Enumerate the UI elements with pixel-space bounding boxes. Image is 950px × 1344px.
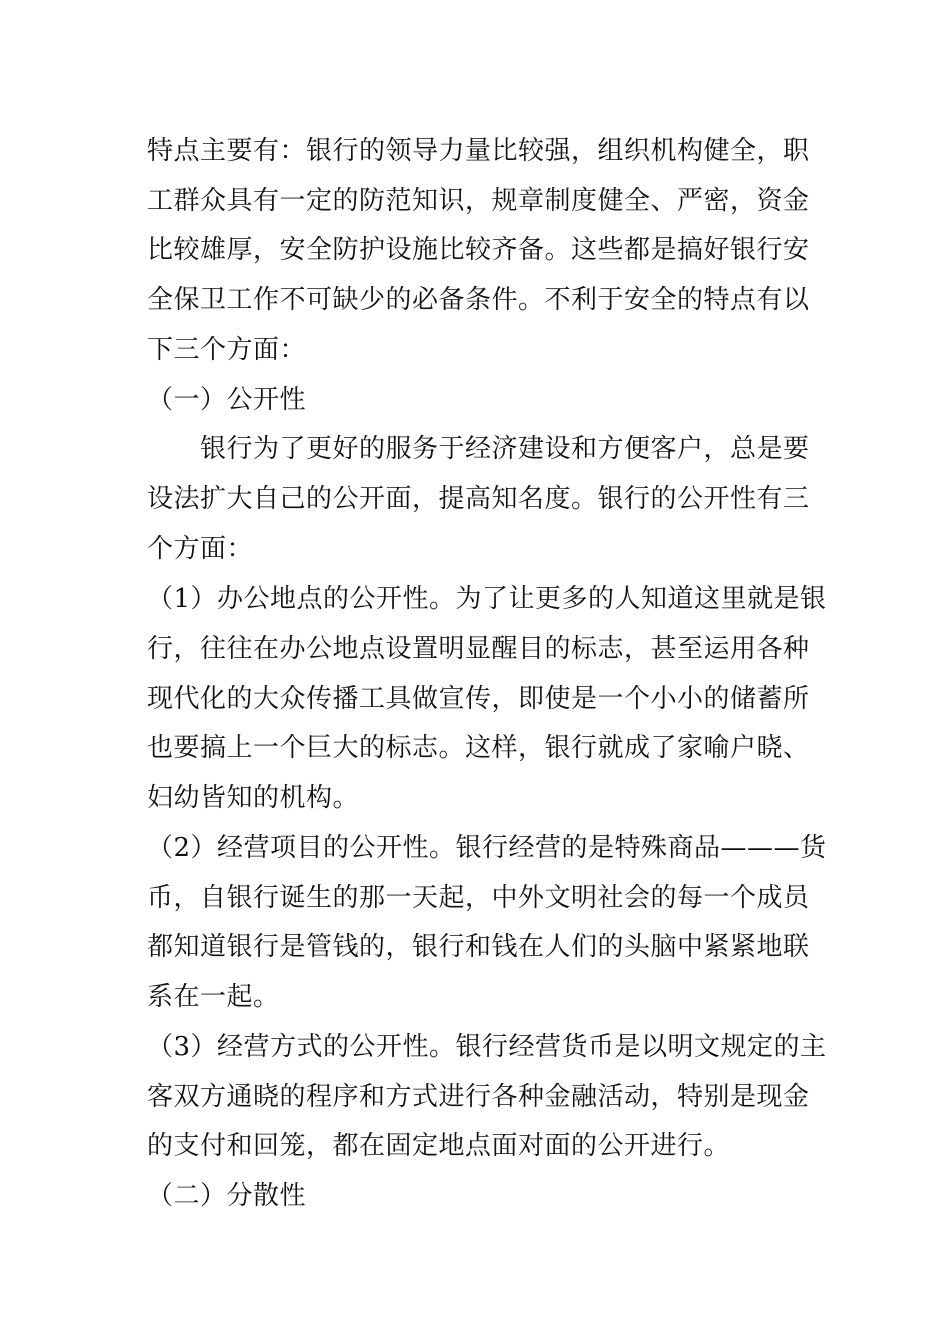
text-line: 全保卫工作不可缺少的必备条件。不利于安全的特点有以 xyxy=(147,285,810,315)
text-line: 下三个方面： xyxy=(147,335,307,365)
text-line: 客双方通晓的程序和方式进行各种金融活动，特别是现金 xyxy=(147,1082,810,1112)
text-line: 行，往往在办公地点设置明显醒目的标志，甚至运用各种 xyxy=(147,634,810,664)
section-heading: （一）公开性 xyxy=(147,385,307,415)
text-line: （3）经营方式的公开性。银行经营货币是以明文规定的主 xyxy=(147,1032,827,1062)
text-line: 妇幼皆知的机构。 xyxy=(147,783,360,813)
section-heading: （二）分散性 xyxy=(147,1181,307,1211)
text-line: 现代化的大众传播工具做宣传，即使是一个小小的储蓄所 xyxy=(147,684,810,714)
text-line: 设法扩大自己的公开面，提高知名度。银行的公开性有三 xyxy=(147,484,810,514)
text-line: 也要搞上一个巨大的标志。这样，银行就成了家喻户晓、 xyxy=(147,733,810,763)
text-line: 比较雄厚，安全防护设施比较齐备。这些都是搞好银行安 xyxy=(147,235,810,265)
text-line: （2）经营项目的公开性。银行经营的是特殊商品———货 xyxy=(147,833,827,863)
text-line: 工群众具有一定的防范知识，规章制度健全、严密，资金 xyxy=(147,186,810,216)
text-line: （1）办公地点的公开性。为了让更多的人知道这里就是银 xyxy=(147,584,827,614)
text-line: 币，自银行诞生的那一天起，中外文明社会的每一个成员 xyxy=(147,883,810,913)
text-line: 系在一起。 xyxy=(147,982,280,1012)
text-line: 银行为了更好的服务于经济建设和方便客户，总是要 xyxy=(147,434,810,464)
text-line: 都知道银行是管钱的，银行和钱在人们的头脑中紧紧地联 xyxy=(147,932,810,962)
text-line: 的支付和回笼，都在固定地点面对面的公开进行。 xyxy=(147,1131,731,1161)
text-line: 特点主要有：银行的领导力量比较强，组织机构健全，职 xyxy=(147,136,810,166)
text-line: 个方面： xyxy=(147,534,254,564)
